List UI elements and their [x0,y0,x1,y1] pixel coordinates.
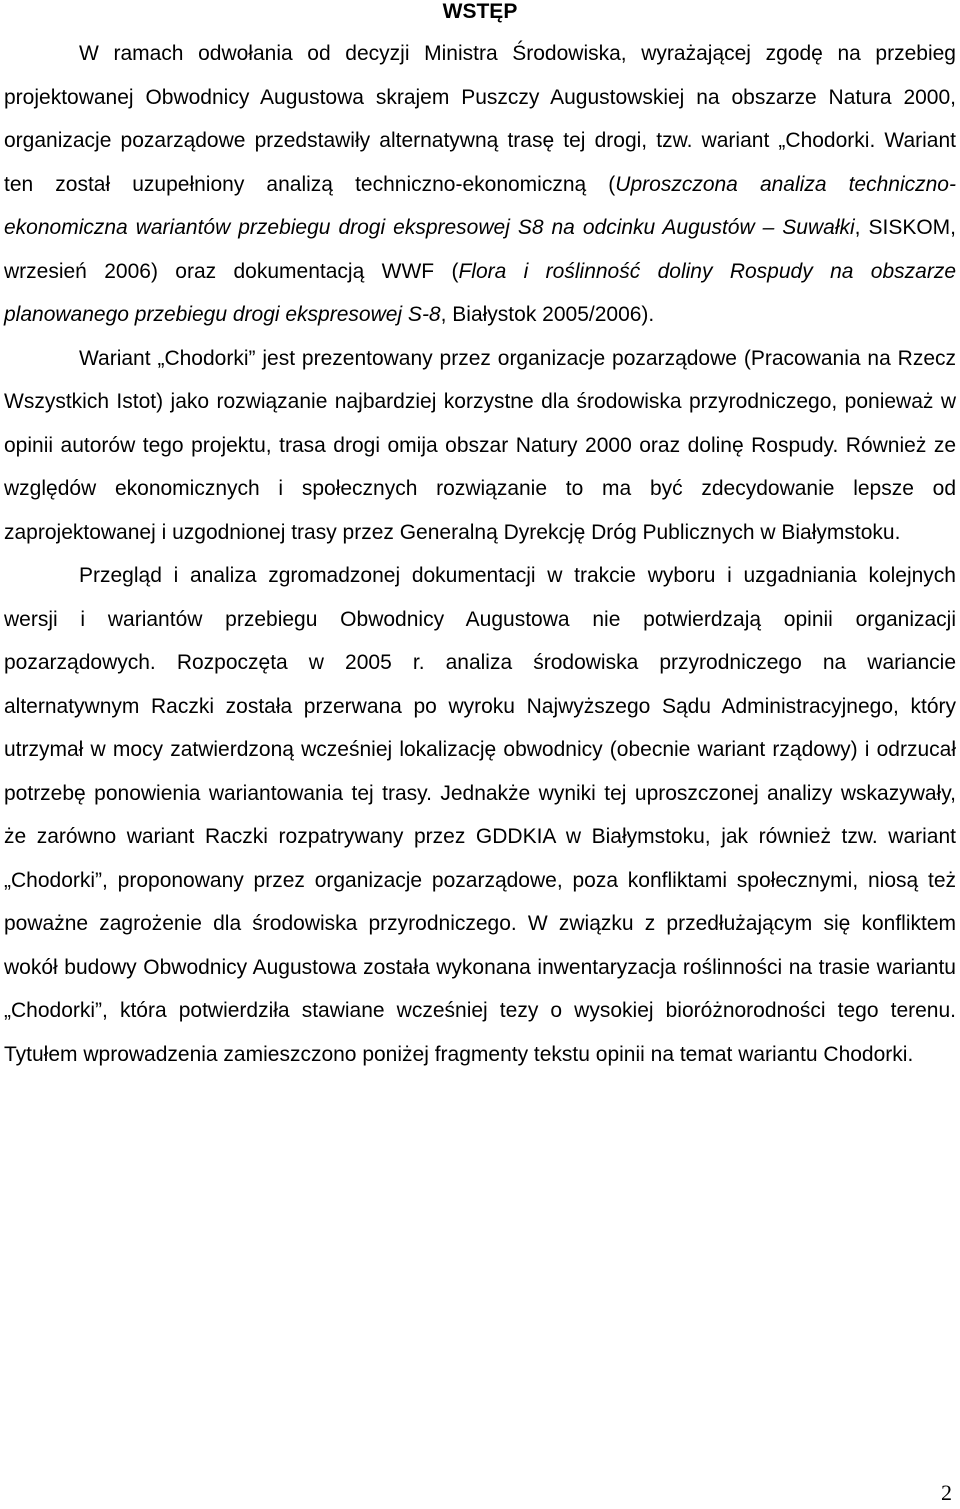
citation-title-wwf: Flora i roślinność doliny Rospudy na obszarze planowanego przebiegu drogi ekspresowej S-8 [4,259,956,326]
paragraph-intro [4,32,956,337]
page-title: WSTĘP [442,0,518,23]
paragraph-intro-text-3: , Białystok 2005/2006). [440,303,655,326]
paragraph-intro-text-2: , SISKOM, wrzesień 2006) oraz dokumentacją WWF ( [4,216,957,283]
page-number: 2 [941,1480,952,1505]
citation-title-siskom: Uproszczona analiza techniczno-ekonomiczna wariantów przebiegu drogi ekspresowej S8 na odcinku Augustów – Suwałki [4,172,956,239]
paragraph-chodorki: Wariant „Chodorki” jest prezentowany przez organizacje pozarządowe (Pracowania na Rzecz Wszystkich Istot) jako rozwiązanie najbardziej korzystne dla środowiska przyrodniczego, ponieważ w opinii autorów tego projektu, trasa drogi omija obszar Natury 2000 oraz dolinę Rospudy. Również ze względów ekonomicznych i społecznych rozwiązanie to ma być zdecydowanie lepsze od zaprojektowanej i uzgodnionej trasy przez Generalną Dyrekcję Dróg Publicznych w Białymstoku. [4,346,956,544]
paragraph-review: Przegląd i analiza zgromadzonej dokumentacji w trakcie wyboru i uzgadniania kolejnych wersji i wariantów przebiegu Obwodnicy Augustowa nie potwierdzają opinii organizacji pozarządowych. Rozpoczęta w 2005 r. analiza środowiska przyrodniczego na wariancie alternatywnym Raczki została przerwana po wyroku Najwyższego Sądu Administracyjnego, który utrzymał w mocy zatwierdzoną wcześniej lokalizację obwodnicy (obecnie wariant rządowy) i odrzucał potrzebę ponowienia wariantowania tej trasy. Jednakże wyniki tej uproszczonej analizy wskazywały, że zarówno wariant Raczki rozpatrywany przez GDDKIA w Białymstoku, jak również tzw. wariant „Chodorki”, proponowany przez organizacje pozarządowe, poza konfliktami społecznymi, niosą też poważne zagrożenie dla środowiska przyrodniczego. W związku z przedłużającym się konfliktem wokół budowy Obwodnicy Augustowa została wykonana inwentaryzacja roślinności na trasie wariantu „Chodorki”, która potwierdziła stawiane wcześniej tezy o wysokiej bioróżnorodności tego terenu. Tytułem wprowadzenia zamieszczono poniżej fragmenty tekstu opinii na temat wariantu Chodorki. [4,564,956,1066]
paragraph-intro-text: W ramach odwołania od decyzji Ministra Środowiska, wyrażającej zgodę na przebieg projektowanej Obwodnicy Augustowa skrajem Puszczy Augustowskiej na obszarze Natura 2000, organizacje pozarządowe przedstawiły alternatywną trasę tej drogi, tzw. wariant „Chodorki. Wariant ten został uzupełniony analizą techniczno-ekonomiczną ( [4,42,956,196]
